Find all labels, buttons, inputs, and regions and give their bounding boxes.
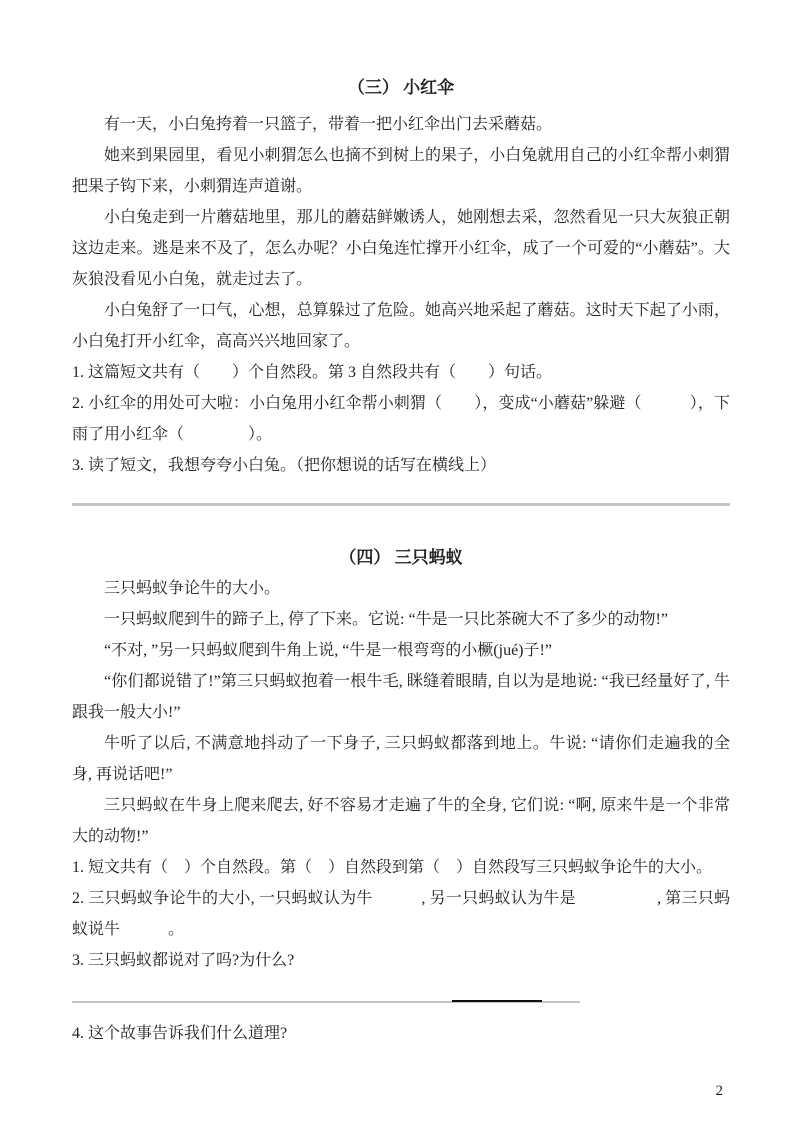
question-item: 4. 这个故事告诉我们什么道理? [72,1025,288,1042]
story-paragraph: 有一天，小白兔挎着一只篮子，带着一把小红伞出门去采蘑菇。 [104,116,553,133]
section-3 [72,72,730,481]
question-item: 2. 小红伞的用处可大啦：小白兔用小红伞帮小刺猬（ ），变成“小蘑菇”躲避（ ），下雨了用小红伞（ ）。 [72,395,730,443]
question-item: 2. 三只蚂蚁争论牛的大小, 一只蚂蚁认为牛 , 另一只蚂蚁认为牛是 , 第三只蚂蚁说牛 。 [72,890,730,938]
page-number: 2 [715,1083,723,1099]
story-paragraph: 一只蚂蚁爬到牛的蹄子上, 停了下来。它说: “牛是一只比茶碗大不了多少的动物!” [104,611,668,628]
question-item: 3. 三只蚂蚁都说对了吗?为什么? [72,952,295,969]
section-divider [72,503,730,506]
story-paragraph: 三只蚂蚁在牛身上爬来爬去, 好不容易才走遍了牛的全身, 它们说: “啊, 原来牛是一个非常大的动物!” [72,797,730,845]
answer-underline [452,1000,542,1002]
question-item: 1. 短文共有（ ）个自然段。第（ ）自然段到第（ ）自然段写三只蚂蚁争论牛的大小。 [72,859,713,876]
section-4 [72,542,730,1049]
story-paragraph: 她来到果园里，看见小刺猬怎么也摘不到树上的果子，小白兔就用自己的小红伞帮小刺猬把果子钩下来，小刺猬连声道谢。 [72,147,730,195]
answer-line-divider [72,1001,580,1004]
story-paragraph: “你们都说错了!”第三只蚂蚁抱着一根牛毛, 眯缝着眼睛, 自以为是地说: “我已经量好了, 牛跟我一般大小!” [72,673,730,721]
story-paragraph: 三只蚂蚁争论牛的大小。 [104,580,281,597]
section-3-title: （三） 小红伞 [347,78,455,97]
story-paragraph: 牛听了以后, 不满意地抖动了一下身子, 三只蚂蚁都落到地上。牛说: “请你们走遍我的全身, 再说话吧!” [72,735,730,783]
story-paragraph: “不对, ”另一只蚂蚁爬到牛角上说, “牛是一根弯弯的小橛(jué)子!” [104,642,552,659]
story-paragraph: 小白兔走到一片蘑菇地里，那儿的蘑菇鲜嫩诱人，她刚想去采，忽然看见一只大灰狼正朝这边走来。逃是来不及了，怎么办呢？小白兔连忙撑开小红伞，成了一个可爱的“小蘑菇”。大灰狼没看见小白兔，就走过去了。 [72,209,730,288]
section-4-title: （四） 三只蚂蚁 [339,548,463,567]
question-item: 3. 读了短文，我想夸夸小白兔。（把你想说的话写在横线上） [72,457,497,474]
story-paragraph: 小白兔舒了一口气，心想，总算躲过了危险。她高兴地采起了蘑菇。这时天下起了小雨，小白兔打开小红伞，高高兴兴地回家了。 [72,302,730,350]
question-item: 1. 这篇短文共有（ ）个自然段。第 3 自然段共有（ ）句话。 [72,364,553,381]
